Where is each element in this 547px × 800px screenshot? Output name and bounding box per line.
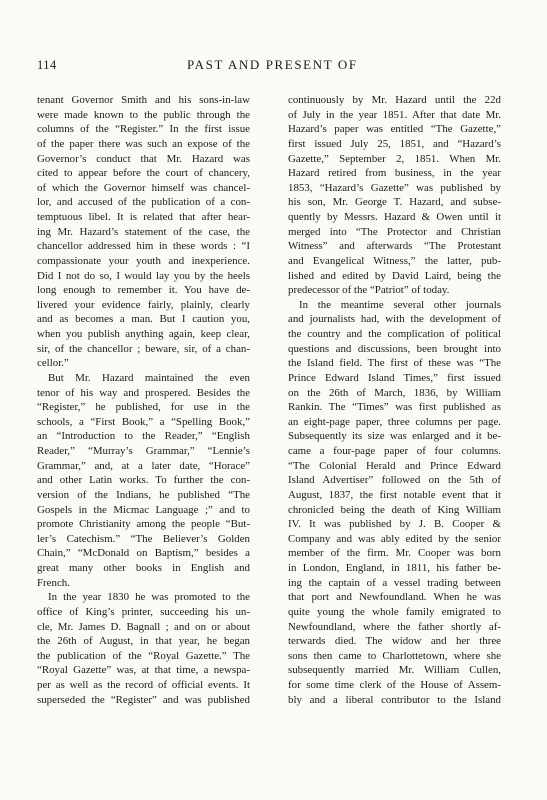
text-line: Prince Edward Island Times,” first issued <box>288 371 501 384</box>
text-line: Governor’s conduct that Mr. Hazard was <box>37 152 250 165</box>
text-line: French. <box>37 576 70 589</box>
text-line: an “Introduction to the Reader,” “English <box>37 430 250 443</box>
text-line: schools, a “First Book,” a “Spelling Book,” <box>37 415 250 428</box>
text-line: Witness” and afterwards “The Protestant <box>288 240 501 253</box>
text-line: Subsequently its size was enlarged and it be- <box>288 430 501 443</box>
text-line: for some time clerk of the House of Assem- <box>288 679 501 691</box>
text-line: Gospels in the Micmac Language ;” and to <box>37 503 250 516</box>
text-line: that port and Newfoundland. When he was <box>288 591 501 604</box>
text-line: compassionate your youth and inexperience. <box>37 254 250 267</box>
right-column <box>288 93 501 707</box>
text-line: Hazard retired from business, in the year <box>288 167 501 180</box>
text-line: “Register,” he published, for use in the <box>37 401 250 414</box>
text-line: But Mr. Hazard maintained the even <box>48 371 250 384</box>
text-line: livered your evidence fairly, plainly, clearly <box>37 298 250 311</box>
text-line: “The Colonial Herald and Prince Edward <box>288 459 501 472</box>
text-line: superseded the “Register” and was published <box>37 693 250 706</box>
text-line: his son, Mr. George T. Hazard, and subse- <box>288 196 501 209</box>
text-line: predecessor of the “Patriot” of today. <box>288 284 450 297</box>
text-line: terwards died. The widow and her three <box>288 635 501 648</box>
text-line: Gazette,” September 2, 1851. When Mr. <box>288 152 501 165</box>
text-line: August, 1837, the first notable event that it <box>288 488 501 501</box>
text-line: cellor.” <box>37 357 69 370</box>
text-line: the publication of the “Royal Gazette.” The <box>37 649 250 662</box>
text-line: Did I not do so, I would lay you by the heels <box>37 269 250 282</box>
paragraph <box>288 93 501 298</box>
text-line: office of King’s printer, succeeding his un- <box>37 605 250 618</box>
text-line: Reader,” “Murray’s Grammar,” “Lennie’s <box>37 445 250 457</box>
text-line: sir, of the chancellor ; beware, sir, of a chan- <box>37 342 250 355</box>
text-line: 1853, “Hazard’s Gazette” was published by <box>288 181 501 194</box>
text-line: continuously by Mr. Hazard until the 22d <box>288 94 501 106</box>
text-line: Newfoundland, where the father shortly af- <box>288 620 501 633</box>
text-line: and as becomes a man. But I caution you, <box>37 313 250 326</box>
text-line: Grammar,” and, at a later date, “Horace” <box>37 459 250 472</box>
left-column <box>37 93 250 707</box>
text-line: temptuous libel. It is related that after hear- <box>37 211 250 223</box>
text-line: ler’s Catechism.” “The Believer’s Golden <box>37 532 250 545</box>
text-line: cited to appear before the court of chancery, <box>37 167 250 180</box>
text-line: lor, and accused of the publication of a con- <box>37 196 250 209</box>
text-line: quently by Messrs. Hazard & Owen until it <box>288 211 501 223</box>
text-line: Hazard’s paper was entitled “The Gazette,” <box>288 123 501 136</box>
text-line: and journalists had, with the development of <box>288 313 501 326</box>
text-line: cle, Mr. James D. Bagnall ; and on or about <box>37 620 250 633</box>
text-line: IV. It was published by J. B. Cooper & <box>288 518 501 531</box>
text-line: In the year 1830 he was promoted to the <box>48 591 250 604</box>
text-line: subsequently married Mr. William Cullen, <box>288 664 501 677</box>
text-line: and Evangelical Witness,” the latter, pub- <box>288 254 501 267</box>
text-line: sons then came to Charlottetown, where she <box>288 649 501 662</box>
text-line: chronicled being the death of King William <box>288 503 501 516</box>
paragraph <box>37 371 250 590</box>
text-line: columns of the “Register.” In the first issue <box>37 123 250 136</box>
text-line: of which the Governor himself was chancel- <box>37 181 250 194</box>
text-line: questions and discussions, been brought into <box>288 342 501 355</box>
text-line: per as well as the record of official events. It <box>37 679 250 691</box>
text-line: great many other books in English and <box>37 562 250 574</box>
page-number: 114 <box>37 58 57 72</box>
text-line: came a four-page paper of four columns. <box>288 445 501 457</box>
text-line: Chain,” “McDonald on Baptism,” besides a <box>37 547 250 560</box>
text-line: Rankin. The “Times” was first published as <box>288 401 501 414</box>
text-line: on the 26th of March, 1836, by William <box>288 386 501 399</box>
text-line: chancellor addressed him in these words : “I <box>37 240 250 253</box>
text-line: of the paper there was such an expose of the <box>37 137 250 150</box>
paragraph <box>37 93 250 371</box>
text-line: the country and the complication of political <box>288 328 501 340</box>
text-line: quite young the whole family emigrated to <box>288 605 501 618</box>
page-header <box>37 58 507 78</box>
text-line: lished and edited by David Laird, being the <box>288 269 501 282</box>
paragraph <box>288 298 501 708</box>
text-line: the 26th of August, in that year, he began <box>37 635 250 648</box>
text-line: an eight-page paper, three columns per page. <box>288 415 501 428</box>
text-line: “Royal Gazette” was, at that time, a newspa- <box>37 664 250 677</box>
text-line: ing the captain of a vessel trading between <box>288 576 501 589</box>
text-line: tenor of his way and prospered. Besides the <box>37 386 250 399</box>
text-line: promote Christianity among the people “But- <box>37 518 250 531</box>
text-line: ing Mr. Hazard’s statement of the case, the <box>37 225 250 238</box>
running-title: PAST AND PRESENT OF <box>187 57 358 72</box>
text-line: merged into “The Protector and Christian <box>288 225 501 238</box>
text-line: Island Advertiser” followed on the 5th of <box>288 474 501 487</box>
text-line: tenant Governor Smith and his sons-in-law <box>37 94 250 106</box>
text-line: In the meantime several other journals <box>299 298 501 311</box>
text-line: member of the firm. Mr. Cooper was born <box>288 547 501 560</box>
paragraph <box>37 590 250 707</box>
text-line: bly and a liberal contributor to the Island <box>288 693 501 706</box>
text-line: version of the Indians, he published “The <box>37 488 250 501</box>
text-line: first issued July 25, 1851, and “Hazard’s <box>288 137 501 150</box>
text-line: of July in the year 1851. After that date Mr. <box>288 108 501 121</box>
text-line: when you publish anything again, keep clear, <box>37 328 250 340</box>
text-line: in London, England, in 1811, his father be- <box>288 562 501 574</box>
text-line: Company and was ably edited by the senior <box>288 532 501 545</box>
text-line: long enough to remember it. You have de- <box>37 284 250 297</box>
text-line: the Island field. The first of these was “The <box>288 357 501 370</box>
text-line: were made known to the public through the <box>37 108 250 121</box>
text-line: and other Latin works. To further the con- <box>37 474 250 487</box>
